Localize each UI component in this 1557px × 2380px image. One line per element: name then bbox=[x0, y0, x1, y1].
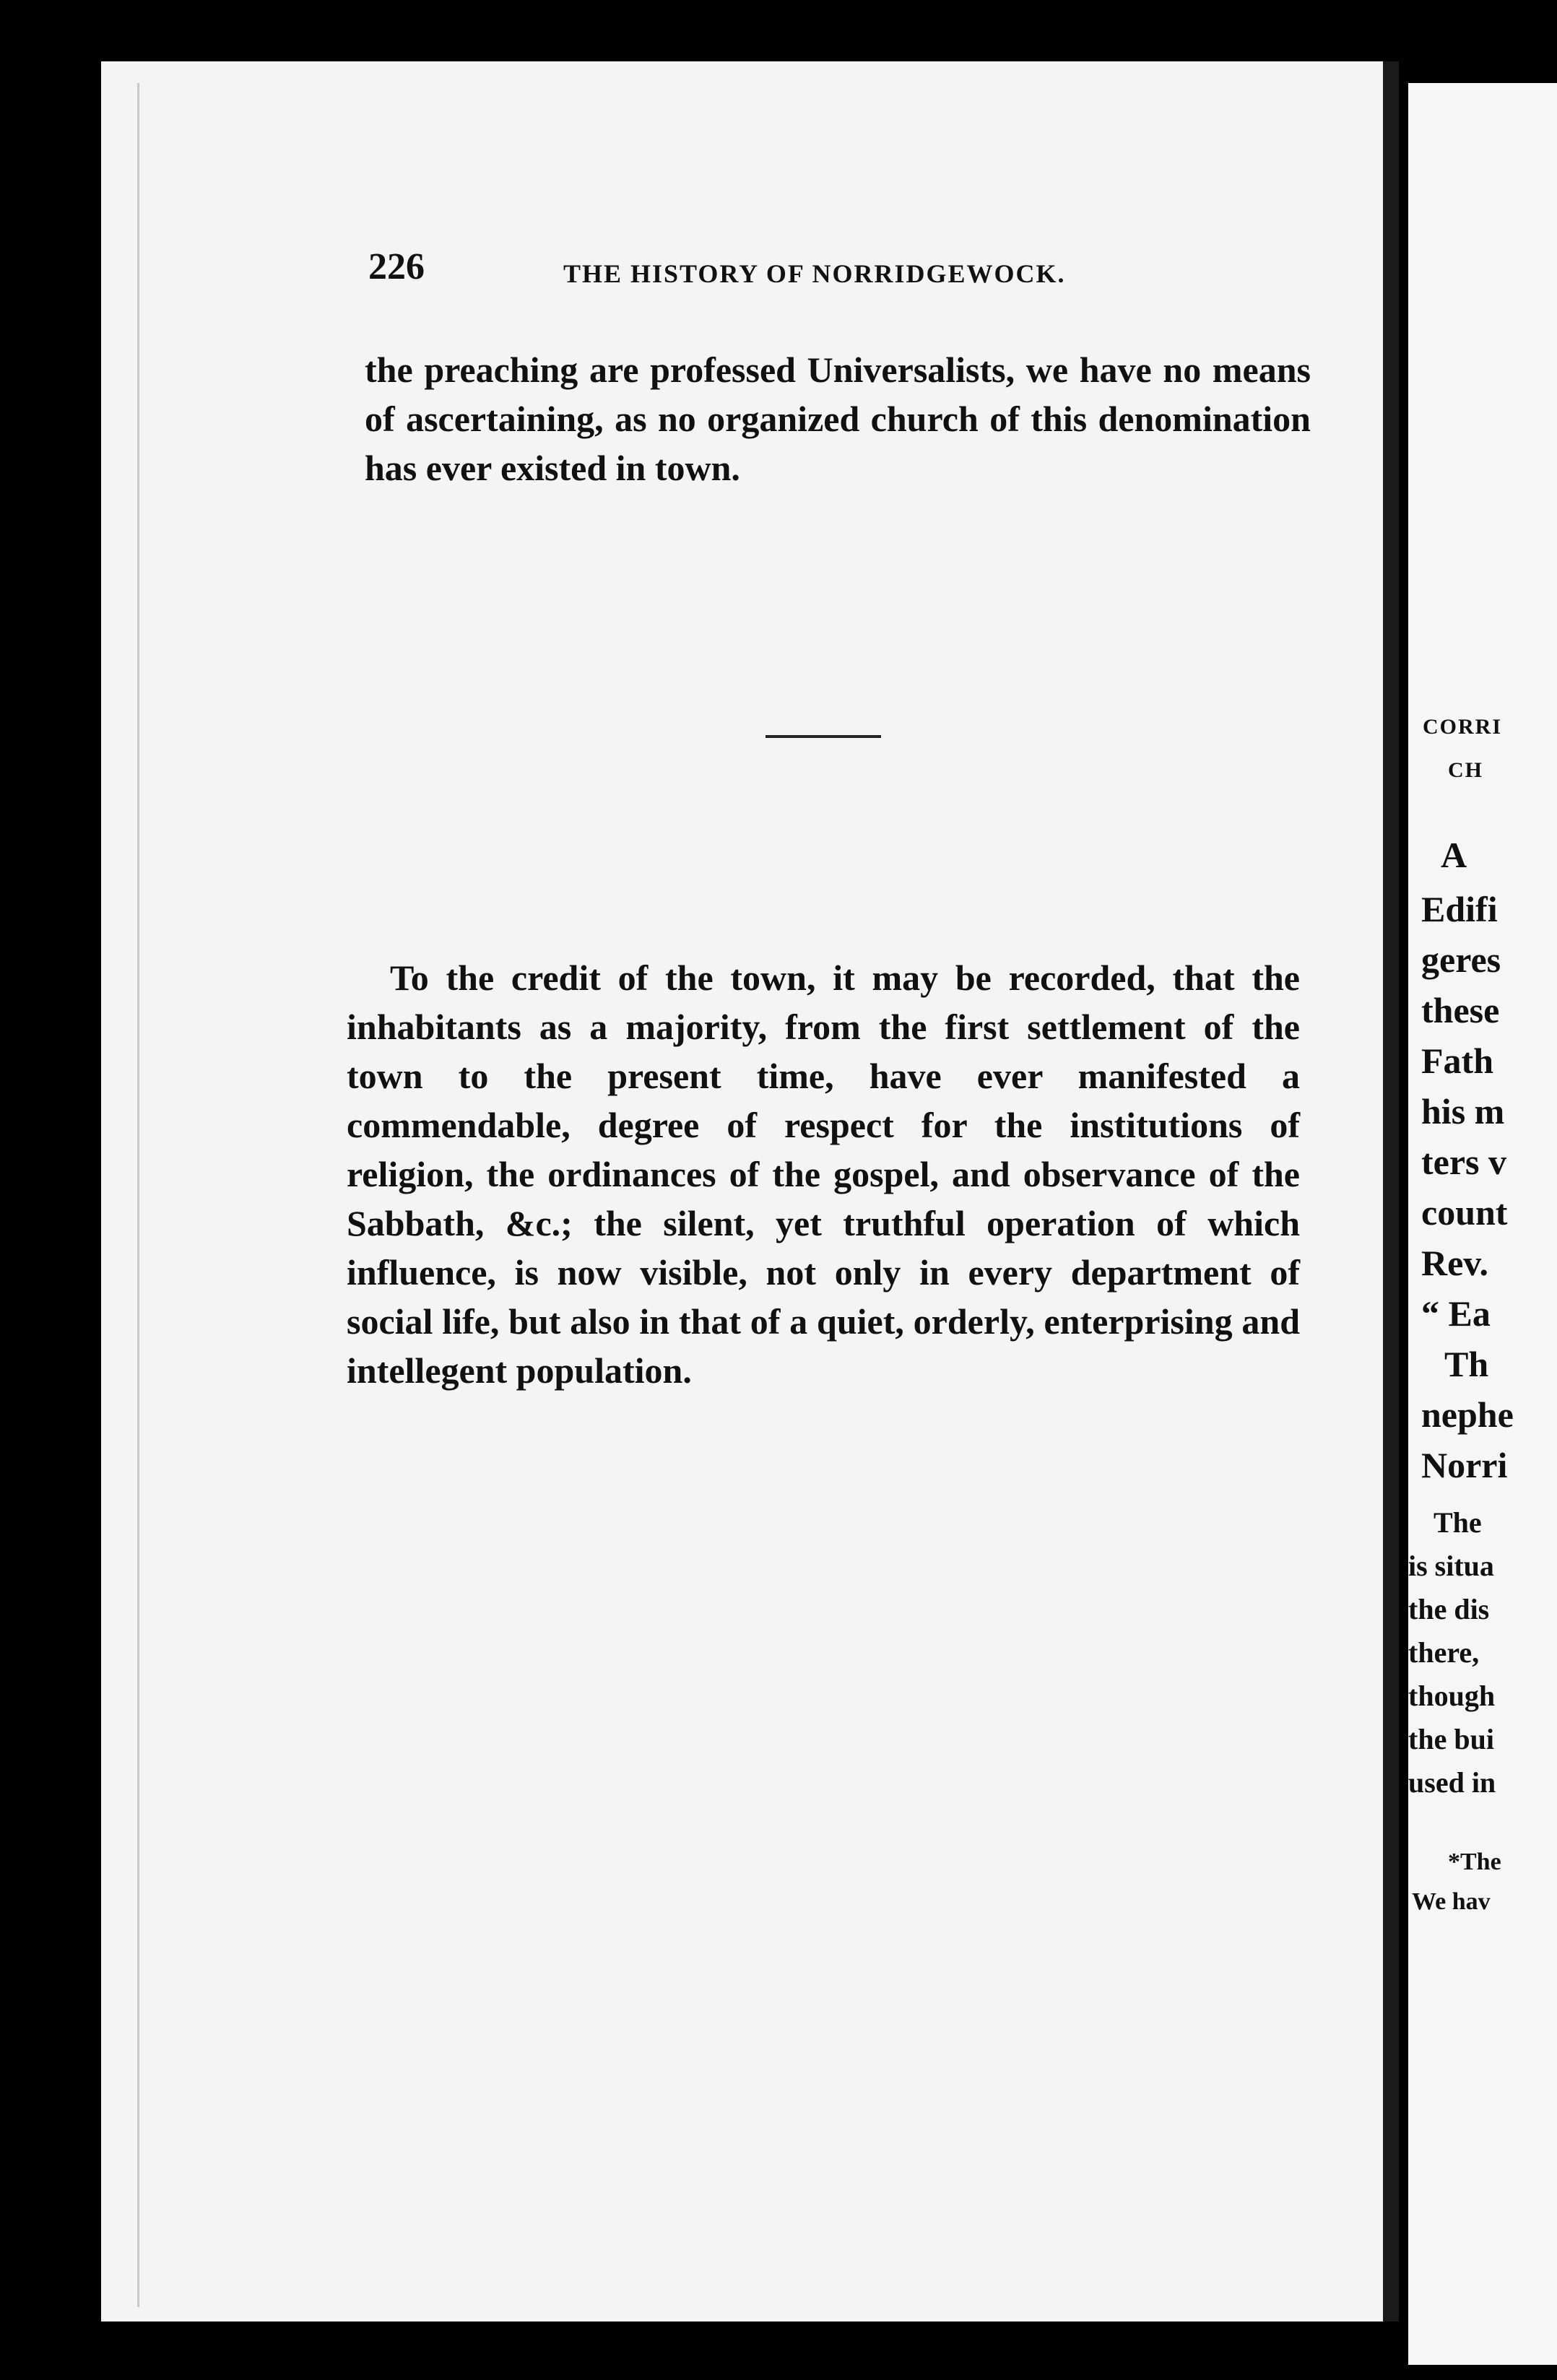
right-fragment: count bbox=[1421, 1192, 1508, 1233]
right-fragment: his m bbox=[1421, 1091, 1505, 1132]
right-fragment: the bui bbox=[1408, 1723, 1494, 1755]
right-fragment: nephe bbox=[1421, 1394, 1514, 1435]
right-fragment: Th bbox=[1444, 1344, 1489, 1384]
right-fragment: Rev. bbox=[1421, 1243, 1489, 1283]
right-fragment: A bbox=[1441, 835, 1467, 875]
right-fragment: ters v bbox=[1421, 1142, 1506, 1182]
right-fragment: the dis bbox=[1408, 1593, 1490, 1625]
right-fragment: We hav bbox=[1412, 1888, 1491, 1915]
right-fragment: used in bbox=[1408, 1766, 1496, 1799]
right-fragment: Edifi bbox=[1421, 889, 1498, 929]
right-fragment: geres bbox=[1421, 939, 1501, 980]
right-page-edge bbox=[1408, 83, 1557, 2365]
right-fragment: Norri bbox=[1421, 1445, 1508, 1485]
right-fragment: “ Ea bbox=[1421, 1293, 1491, 1334]
right-fragment: CH bbox=[1448, 758, 1483, 782]
right-fragment: Fath bbox=[1421, 1041, 1493, 1081]
page-number: 226 bbox=[368, 246, 425, 287]
page-header bbox=[368, 246, 1293, 296]
right-fragment: CORRI bbox=[1423, 715, 1503, 739]
paragraph-universalists: the preaching are professed Universalists, we have no means of ascertaining, as no organized church of this denomination has ever existed in town. bbox=[365, 349, 1311, 488]
page-edge-shadow bbox=[137, 83, 139, 2307]
section-divider bbox=[766, 735, 881, 738]
right-fragment: there, bbox=[1408, 1636, 1480, 1669]
right-fragment: is situa bbox=[1408, 1550, 1494, 1582]
right-fragment: though bbox=[1408, 1680, 1496, 1712]
running-head: THE HISTORY OF NORRIDGEWOCK. bbox=[563, 259, 1066, 288]
paragraph-town-credit: To the credit of the town, it may be recorded, that the inhabitants as a majority, from the first settlement of the town to the present time, have ever manifested a commendable, degree of respect for the institutions of religion, the ordinances of the gospel, and observance of the Sabbath, &c.; the silent, yet truthful operation of which influence, is now visible, not only in every department of social life, but also in that of a quiet, orderly, enterprising and intellegent population. bbox=[347, 957, 1300, 1391]
right-fragment: The bbox=[1434, 1506, 1482, 1539]
right-fragment: these bbox=[1421, 990, 1500, 1030]
right-fragment: *The bbox=[1448, 1849, 1501, 1875]
